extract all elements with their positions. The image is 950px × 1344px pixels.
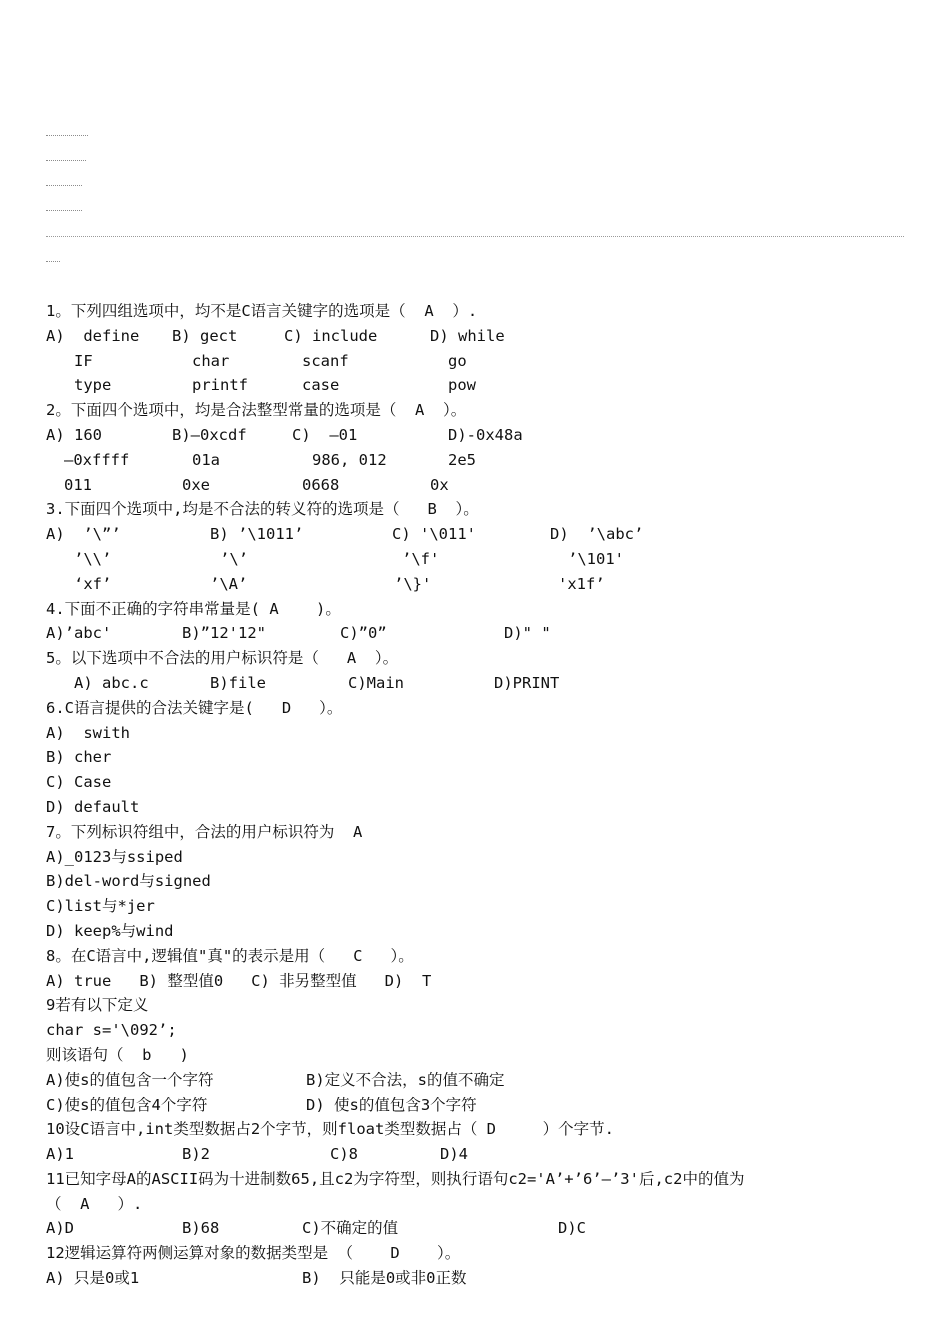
text-line <box>46 671 926 696</box>
text-cell: C)list与*jer <box>46 897 155 916</box>
text-line <box>46 1018 926 1043</box>
text-cell: ’\101' <box>568 549 624 568</box>
text-cell: C) '\011' <box>392 525 476 544</box>
text-cell: A) 只是0或1 <box>46 1269 140 1288</box>
text-line <box>46 795 926 820</box>
text-cell: B)定义不合法，s的值不确定 <box>306 1070 505 1089</box>
text-line <box>46 845 926 870</box>
text-cell: C) include <box>284 326 378 345</box>
text-cell: 4.下面不正确的字符串常量是( A )。 <box>46 599 341 618</box>
text-cell: C)使s的值包含4个字符 <box>46 1095 208 1114</box>
text-cell: C) —01 <box>292 425 358 444</box>
text-cell: —0xffff <box>64 450 130 469</box>
text-cell: go <box>448 351 467 370</box>
text-cell: 8。在C语言中,逻辑值"真"的表示是用（ C ）。 <box>46 946 414 965</box>
text-cell: 12逻辑运算符两侧运算对象的数据类型是 （ D ）。 <box>46 1244 461 1263</box>
text-cell: D)PRINT <box>494 673 560 692</box>
text-cell: （ A ）. <box>46 1194 143 1213</box>
text-line <box>46 448 926 473</box>
text-cell: ‘xf’ <box>74 574 112 593</box>
text-cell: D) 使s的值包含3个字符 <box>306 1095 477 1114</box>
text-line <box>46 349 926 374</box>
text-cell: C)8 <box>330 1145 358 1164</box>
text-line <box>46 944 926 969</box>
text-cell: B)—0xcdf <box>172 425 247 444</box>
text-cell: ’\}' <box>394 574 432 593</box>
text-cell: pow <box>448 376 476 395</box>
header-mark-1 <box>46 135 88 136</box>
text-cell: 9若有以下定义 <box>46 996 149 1015</box>
text-cell: C)不确定的值 <box>302 1219 399 1238</box>
text-line <box>46 1142 926 1167</box>
text-line <box>46 373 926 398</box>
text-cell: A) define <box>46 326 140 345</box>
text-cell: 7。下列标识符组中，合法的用户标识符为 A <box>46 822 363 841</box>
text-cell: type <box>74 376 112 395</box>
text-cell: B)2 <box>182 1145 210 1164</box>
header-mark-5 <box>46 261 60 262</box>
text-line <box>46 1068 926 1093</box>
text-line <box>46 1043 926 1068</box>
text-cell: C)”0” <box>340 624 387 643</box>
text-line <box>46 423 926 448</box>
text-cell: A) abc.c <box>74 673 149 692</box>
text-cell: B)file <box>210 673 266 692</box>
text-line <box>46 1241 926 1266</box>
text-line <box>46 745 926 770</box>
text-cell: IF <box>74 351 93 370</box>
text-cell: D)C <box>558 1219 586 1238</box>
text-cell: char s='\092’; <box>46 1021 177 1040</box>
text-cell: 0x <box>430 475 449 494</box>
text-line <box>46 696 926 721</box>
header-mark-2 <box>46 160 86 161</box>
text-line <box>46 1192 926 1217</box>
text-cell: ’\A’ <box>210 574 248 593</box>
text-cell: 2。下面四个选项中，均是合法整型常量的选项是（ A ）。 <box>46 401 467 420</box>
text-line <box>46 1216 926 1241</box>
text-cell: 1。下列四组选项中，均不是C语言关键字的选项是（ A ）. <box>46 302 478 320</box>
text-line <box>46 969 926 994</box>
text-line <box>46 1093 926 1118</box>
text-cell: 01a <box>192 450 220 469</box>
text-cell: D) default <box>46 797 140 816</box>
text-cell: A)’abc' <box>46 624 112 643</box>
text-cell: ’\\’ <box>74 549 112 568</box>
text-cell: 5。以下选项中不合法的用户标识符是（ A ）。 <box>46 649 399 668</box>
text-cell: A)D <box>46 1219 74 1238</box>
text-line <box>46 522 926 547</box>
question-list <box>46 299 926 1291</box>
text-cell: D)-0x48a <box>448 425 523 444</box>
header-mark-3 <box>46 185 82 186</box>
text-cell: D)" " <box>504 624 551 643</box>
text-cell: scanf <box>302 351 349 370</box>
text-cell: printf <box>192 376 248 395</box>
text-cell: 'x1f’ <box>558 574 605 593</box>
text-cell: B) 只能是0或非0正数 <box>302 1269 467 1288</box>
text-cell: 3.下面四个选项中,均是不合法的转义符的选项是（ B ）。 <box>46 500 479 519</box>
text-line <box>46 894 926 919</box>
text-line <box>46 398 926 423</box>
text-cell: A)使s的值包含一个字符 <box>46 1070 214 1089</box>
text-cell: A) true B) 整型值0 C) 非另整型值 D) T <box>46 971 432 990</box>
header-rule <box>46 236 904 237</box>
text-cell: D)4 <box>440 1145 468 1164</box>
text-cell: ’\’ <box>220 549 248 568</box>
text-line <box>46 646 926 671</box>
text-cell: 0668 <box>302 475 340 494</box>
header-mark-4 <box>46 210 82 211</box>
text-cell: 2e5 <box>448 450 476 469</box>
text-line <box>46 770 926 795</box>
text-line <box>46 299 926 324</box>
text-line <box>46 547 926 572</box>
text-cell: D) ’\abc’ <box>550 525 644 544</box>
text-cell: 11已知字母A的ASCII码为十进制数65,且c2为字符型，则执行语句c2='A’+’6’—’3'后,c2中的值为 <box>46 1169 745 1188</box>
text-line <box>46 869 926 894</box>
text-line <box>46 324 926 349</box>
text-cell: B) cher <box>46 748 112 767</box>
text-cell: 0xe <box>182 475 210 494</box>
text-line <box>46 1266 926 1291</box>
text-line <box>46 473 926 498</box>
text-cell: 则该语句（ b ) <box>46 1045 189 1064</box>
text-cell: D) keep%与wind <box>46 921 174 940</box>
text-line <box>46 1167 926 1192</box>
text-cell: A) ’\”’ <box>46 525 121 544</box>
text-cell: case <box>302 376 340 395</box>
text-cell: A) swith <box>46 723 130 742</box>
text-cell: D) while <box>430 326 505 345</box>
text-cell: 011 <box>64 475 92 494</box>
text-cell: B) gect <box>172 326 238 345</box>
text-cell: char <box>192 351 230 370</box>
text-line <box>46 721 926 746</box>
text-line <box>46 497 926 522</box>
text-line <box>46 621 926 646</box>
text-cell: B)68 <box>182 1219 220 1238</box>
text-cell: 986, 012 <box>312 450 387 469</box>
text-cell: C) Case <box>46 773 112 792</box>
text-cell: A)1 <box>46 1145 74 1164</box>
text-cell: 6.C语言提供的合法关键字是( D ）。 <box>46 698 343 717</box>
text-line <box>46 597 926 622</box>
text-cell: 10设C语言中,int类型数据占2个字节，则float类型数据占（ D ）个字节. <box>46 1120 614 1139</box>
text-cell: ’\f' <box>402 549 440 568</box>
text-line <box>46 993 926 1018</box>
text-cell: A)_0123与ssiped <box>46 847 183 866</box>
text-cell: B) ’\1011’ <box>210 525 304 544</box>
text-cell: A) 160 <box>46 425 102 444</box>
text-cell: B)del-word与signed <box>46 872 211 891</box>
text-line <box>46 572 926 597</box>
text-line <box>46 1117 926 1142</box>
text-cell: B)”12'12" <box>182 624 266 643</box>
text-cell: C)Main <box>348 673 404 692</box>
text-line <box>46 919 926 944</box>
text-line <box>46 820 926 845</box>
